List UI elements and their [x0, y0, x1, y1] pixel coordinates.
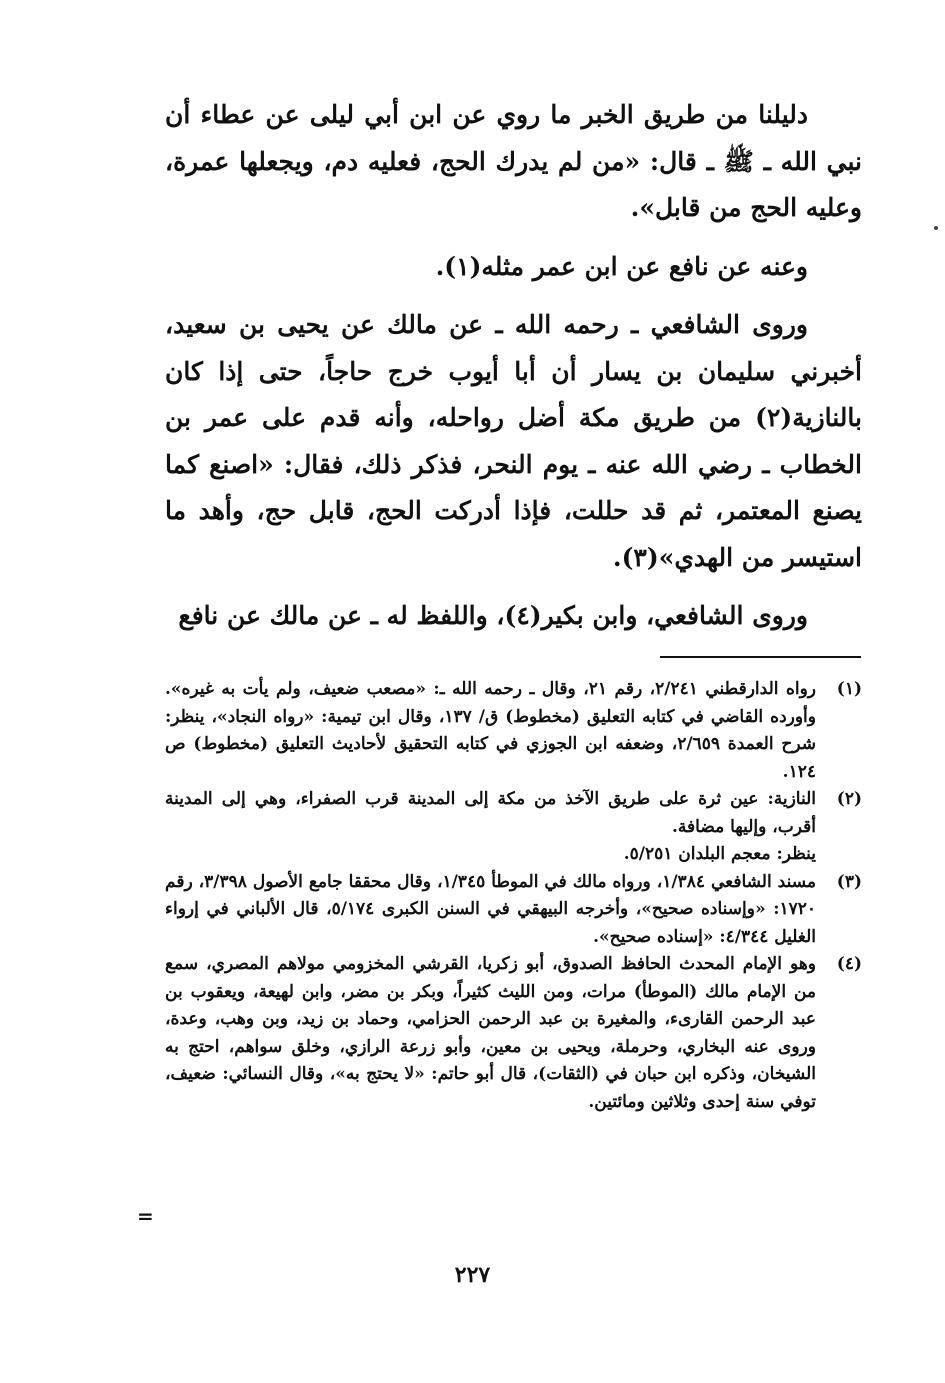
footnote-3 — [165, 869, 862, 952]
footnote-text: رواه الدارقطني ٢/٢٤١، رقم ٢١، وقال ـ رحمه الله ـ: «مصعب ضعيف، ولم يأت به غيره». وأورده القاضي في كتابه التعليق (مخطوط) ق/ ١٣٧، وقال ابن تيمية: «رواه النجاد»، ينظر: شرح العمدة ٢/٦٥٩، وضعفه ابن الجوزي في كتابه التحقيق لأحاديث التعليق (مخطوط) ص ١٢٤. — [165, 679, 817, 782]
continuation-mark: = — [137, 1204, 154, 1228]
footnote-number: (٤) — [836, 954, 862, 974]
footnote-text: النازية: عين ثرة على طريق الآخذ من مكة إلى المدينة قرب الصفراء، وهي إلى المدينة أقرب، وإليها مضافة. — [165, 789, 816, 837]
footnote-number: (٣) — [836, 871, 862, 892]
footnote-number: (١) — [836, 679, 862, 699]
body-paragraph-1: دليلنا من طريق الخبر ما روي عن ابن أبي ليلى عن عطاء أن نبي الله ـ ﷺ ـ قال: «من لم يدرك الحج، فعليه دم، ويجعلها عمرة، وعليه الحج من قابل». — [165, 100, 862, 222]
footnote-text: وهو الإمام المحدث الحافظ الصدوق، أبو زكريا، القرشي المخزومي مولاهم المصري، سمع من الإمام مالك (الموطأ) مرات، ومن الليث كثيراً، وبكر بن مضر، وابن لهيعة، ويعقوب بن عبد الرحمن القارىء، والمغيرة بن عبد الرحمن الحزامي، وحماد بن زيد، وبن وهب، وعدة، وروى عنه البخاري، وحرملة، ويحيى بن معين، وأبو زرعة الرازي، وخلق سواهم، احتج به الشيخان، وذكره ابن حبان في (الثقات)، قال أبو حاتم: «لا يحتج به»، وقال النسائي: ضعيف، توفي سنة إحدى وثلاثين ومائتين. — [165, 954, 816, 1112]
body-paragraph-4: وروى الشافعي، وابن بكير(٤)، واللفظ له ـ عن مالك عن نافع — [178, 601, 808, 630]
footnote-4 — [165, 951, 862, 1116]
scan-speck — [934, 226, 938, 230]
body-paragraph-3: وروى الشافعي ـ رحمه الله ـ عن مالك عن يحيى بن سعيد، أخبرني سليمان بن يسار أن أبا أيوب خرج حاجاً، حتى إذا كان بالنازية(٢) من طريق مكة أضل رواحله، وأنه قدم على عمر بن الخطاب ـ رضي الله عنه ـ يوم النحر، فذكر ذلك، فقال: «اصنع كما يصنع المعتمر، ثم قد حللت، فإذا أدركت الحج، قابل حج، وأهد ما استيسر من الهدي»(٣). — [165, 310, 862, 572]
footnote-text: مسند الشافعي ١/٣٨٤، ورواه مالك في الموطأ ١/٣٤٥، وقال محققا جامع الأصول ٣/٣٩٨، رقم ١٧٢٠: «وإسناده صحيح»، وأخرجه البيهقي في السنن الكبرى ٥/١٧٤، قال الألباني في إرواء الغليل ٤/٣٤٤: «إسناده صحيح». — [165, 871, 817, 947]
footnote-text: ينظر: معجم البلدان ٥/٢٥١. — [623, 844, 816, 864]
footnote-separator — [660, 656, 861, 658]
footnote-number: (٢) — [836, 789, 862, 809]
footnotes-block — [165, 676, 862, 1116]
main-text-block — [165, 92, 862, 652]
footnote-1 — [165, 676, 862, 786]
page-number: ٢٢٧ — [454, 1262, 491, 1288]
body-paragraph-2: وعنه عن نافع عن ابن عمر مثله(١). — [435, 251, 808, 281]
footnote-2 — [165, 786, 862, 869]
